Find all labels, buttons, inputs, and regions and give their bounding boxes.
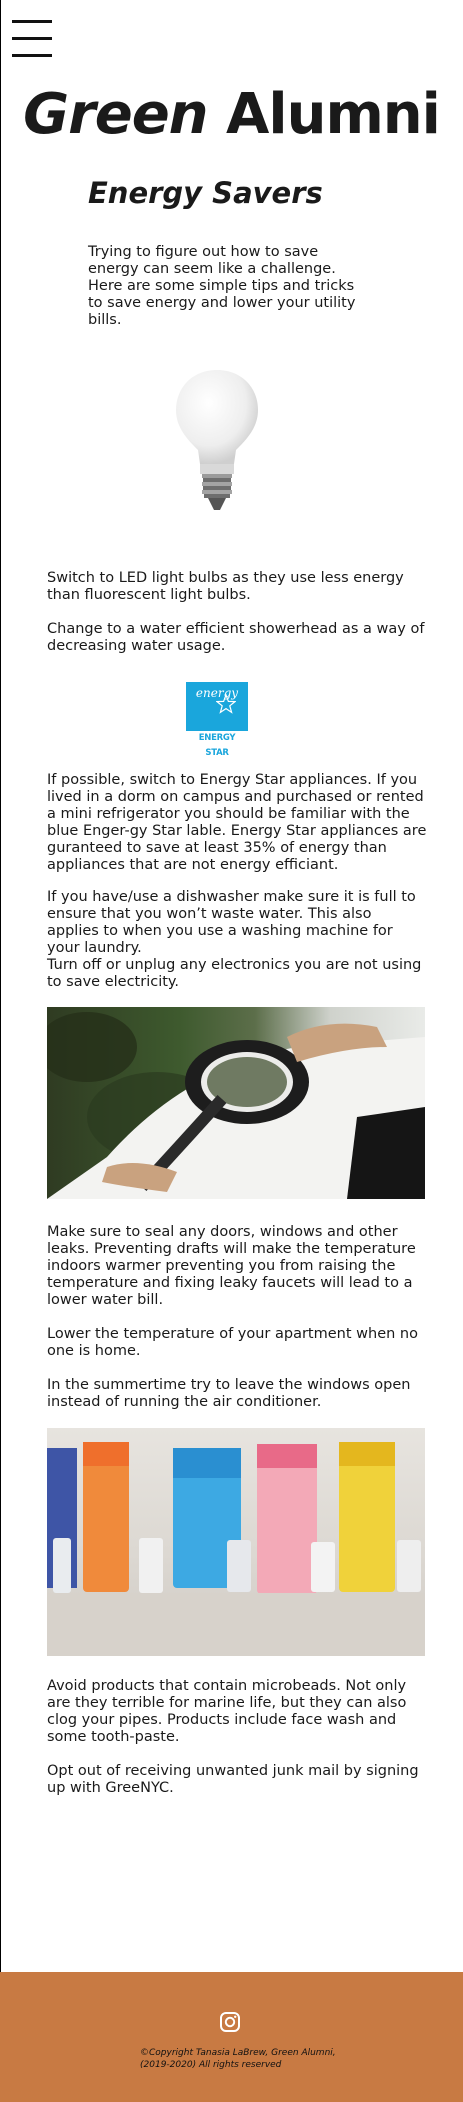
intro-paragraph: Trying to figure out how to save energy can seem like a challenge. Here are some simple tips and tricks to save energy and lower your utility bills. <box>88 244 356 328</box>
energy-star-logo <box>186 682 248 758</box>
weather-seal-photo <box>47 1007 425 1199</box>
tip-unplug: Turn off or unplug any electronics you are not using to save electricity. <box>47 957 422 990</box>
site-title-rest: Alumni <box>226 82 440 147</box>
site-title-italic: Green <box>23 82 208 147</box>
copyright-line-2: (2019-2020) All rights reserved <box>140 2060 282 2070</box>
instagram-icon[interactable] <box>219 2011 241 2033</box>
footer <box>0 1972 463 2102</box>
site-title <box>0 82 463 147</box>
tip-dishwasher: If you have/use a dishwasher make sure it is full to ensure that you won’t waste water. This also applies to when you use a washing machine for your laundry. <box>47 889 416 956</box>
microbead-products-photo <box>47 1428 425 1656</box>
tip-microbeads: Avoid products that contain microbeads. Not only are they terrible for marine life, but they can also clog your pipes. Products include face wash and some tooth-paste. <box>47 1678 407 1745</box>
tip-junk-mail: Opt out of receiving unwanted junk mail by signing up with GreeNYC. <box>47 1763 419 1796</box>
energy-star-label: ENERGY STAR <box>198 733 236 758</box>
tip-showerhead: Change to a water efficient showerhead as a way of decreasing water usage. <box>47 621 425 654</box>
tip-seal-leaks: Make sure to seal any doors, windows and other leaks. Preventing drafts will make the temperature indoors warmer preventing you from raising the temperature and fixing leaky faucets will lead to a lower water bill. <box>47 1224 416 1308</box>
tip-energy-star: If possible, switch to Energy Star appliances. If you lived in a dorm on campus and purchased or rented a mini refrigerator you should be familiar with the blue Enger-gy Star lable. Energy Star appliances are guranteed to save at least 35% of energy than appliances that are not energy efficiant. <box>47 772 427 873</box>
led-bulb-image <box>172 368 262 512</box>
hamburger-menu-icon[interactable] <box>12 20 52 56</box>
star-icon <box>216 694 236 714</box>
energy-star-script: energy <box>195 686 239 700</box>
copyright-text <box>140 2047 340 2071</box>
tip-led-bulbs: Switch to LED light bulbs as they use less energy than fluorescent light bulbs. <box>47 570 404 603</box>
page-border <box>0 0 1 1972</box>
section-title: Energy Savers <box>88 176 323 210</box>
copyright-line-1: ©Copyright Tanasia LaBrew, Green Alumni, <box>140 2048 336 2058</box>
tip-lower-temperature: Lower the temperature of your apartment when no one is home. <box>47 1326 418 1359</box>
tip-windows-open: In the summertime try to leave the windows open instead of running the air conditioner. <box>47 1377 411 1410</box>
